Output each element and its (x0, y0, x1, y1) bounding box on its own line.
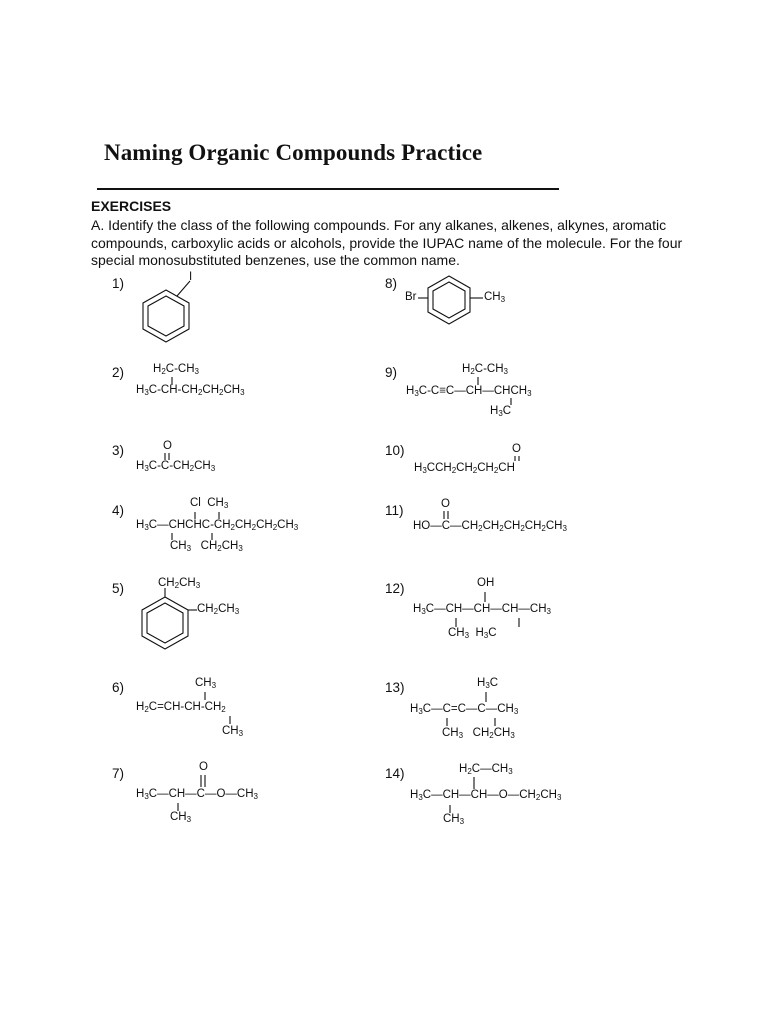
formula-main: $H_3CCH_2CH_2CH_2CH$ (414, 462, 515, 475)
formula-main: $H_3C—CH—C—O—CH_3$ (136, 788, 258, 801)
formula-branch: $H_3C$ (477, 677, 499, 690)
formula-branch: $H_3C$ (490, 405, 512, 418)
benzene-ring (142, 597, 188, 649)
problem-number: 9) (385, 365, 398, 380)
formula-main: $H_3C—CH—CH—CH—CH_3$ (413, 603, 551, 616)
formula-main: $H_3C-C-CH_2CH_3$ (136, 460, 216, 473)
benzene-ring (143, 290, 189, 342)
oxygen-label: O (512, 443, 521, 455)
page-title: Naming Organic Compounds Practice (104, 140, 483, 165)
ethyl-substituent: $CH_2CH_3$ (158, 577, 201, 590)
problem-number: 2) (112, 365, 125, 380)
instructions: A. Identify the class of the following compounds. For any alkanes, alkenes, alkynes, aromatic compounds, carboxylic acids or alcohols, provide the IUPAC name of the molecule. For the four special monosubstituted benzenes, use the common name. (91, 217, 683, 268)
methyl-substituent: $CH_3$ (484, 291, 506, 304)
problem-number: 14) (385, 766, 405, 781)
iodo-substituent: I (189, 271, 193, 283)
problem-number: 8) (385, 276, 398, 291)
problem-number: 1) (112, 276, 125, 291)
section-heading: EXERCISES (91, 198, 172, 214)
oxygen-label: O (199, 761, 208, 773)
formula-branch: $CH_3$ (222, 725, 244, 738)
formula-branch: $CH_3$ $H_3C$ (448, 627, 497, 640)
ethyl-substituent: $CH_2CH_3$ (197, 603, 240, 616)
formula-branch: $CH_3$ $CH_2CH_3$ (442, 727, 515, 740)
benzene-inner-ring (433, 282, 465, 318)
problem-number: 6) (112, 680, 125, 695)
benzene-ring (428, 276, 470, 324)
formula-branch: $CH_3$ $CH_2CH_3$ (170, 540, 243, 553)
formula-branch: $H_2C-CH_3$ (153, 363, 199, 376)
formula-main: $H_3C-CH-CH_2CH_2CH_3$ (136, 384, 245, 397)
formula-main: $HO—C—CH_2CH_2CH_2CH_2CH_3$ (413, 520, 567, 533)
hydroxyl-label: OH (477, 577, 495, 589)
problem-number: 12) (385, 581, 405, 596)
formula-branch: $CH_3$ (443, 813, 465, 826)
problem-number: 4) (112, 503, 125, 518)
formula-main: $H_3C—CHCHC-CH_2CH_2CH_2CH_3$ (136, 519, 299, 532)
title-rule (97, 188, 559, 190)
bromo-substituent: Br (405, 291, 417, 303)
formula-main: $H_3C-C\equiv C—CH—CHCH_3$ (406, 385, 532, 398)
formula-branch: Cl $CH_3$ (190, 497, 229, 510)
problem-number: 10) (385, 443, 405, 458)
benzene-inner-ring (148, 296, 184, 336)
formula-branch: $H_2C—CH_3$ (459, 763, 513, 776)
oxygen-label: O (163, 440, 172, 452)
formula-branch: $H_2C-CH_3$ (462, 363, 508, 376)
formula-branch: $CH_3$ (170, 811, 192, 824)
problem-number: 5) (112, 581, 125, 596)
benzene-inner-ring (147, 603, 183, 643)
problem-number: 3) (112, 443, 125, 458)
problem-number: 13) (385, 680, 405, 695)
problem-number: 11) (385, 503, 404, 518)
formula-main: $H_2C=CH-CH-CH_2$ (136, 701, 226, 714)
formula-branch: $CH_3$ (195, 677, 217, 690)
formula-main: $H_3C—CH—CH—O—CH_2CH_3$ (410, 789, 562, 802)
formula-main: $H_3C—C=C—C—CH_3$ (410, 703, 519, 716)
oxygen-label: O (441, 498, 450, 510)
problem-number: 7) (112, 766, 125, 781)
